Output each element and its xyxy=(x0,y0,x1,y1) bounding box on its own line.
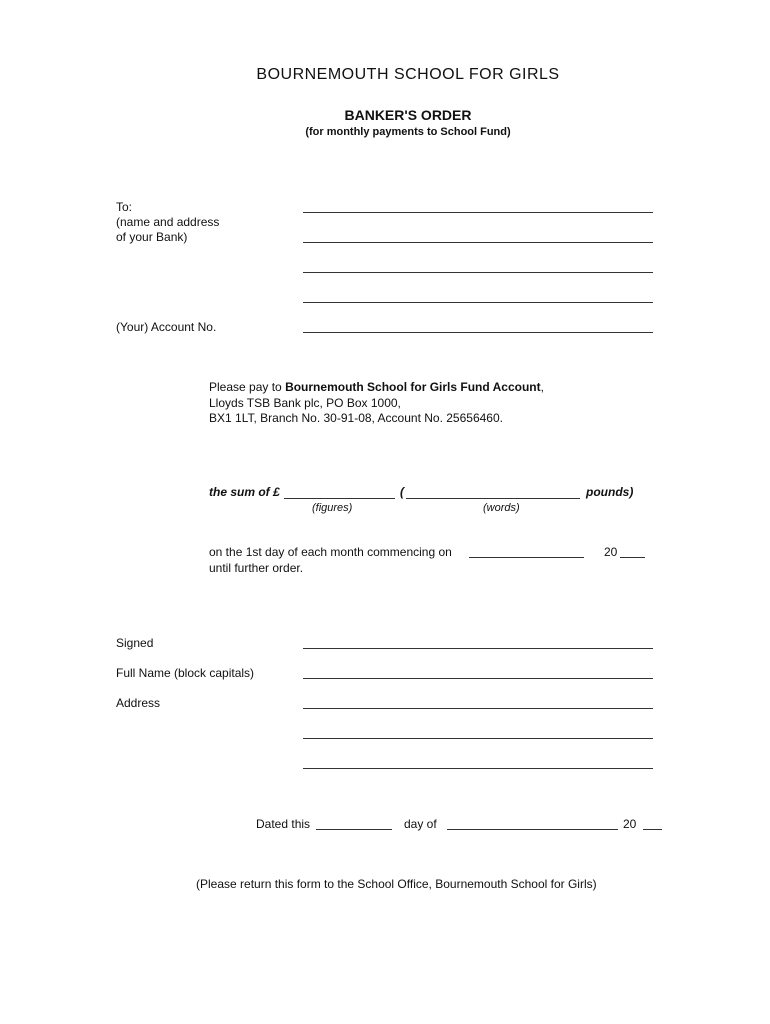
bank-name-field-line1[interactable] xyxy=(303,212,653,213)
to-hint-line2: of your Bank) xyxy=(116,230,188,244)
schedule-year-prefix: 20 xyxy=(604,545,618,559)
account-number-field[interactable] xyxy=(303,332,653,333)
address-field-line1[interactable] xyxy=(303,708,653,709)
form-title: BANKER'S ORDER xyxy=(344,107,472,123)
bank-address-field-line2[interactable] xyxy=(303,242,653,243)
dated-year-field[interactable] xyxy=(643,829,662,830)
address-label: Address xyxy=(116,696,161,710)
full-name-label: Full Name (block capitals) xyxy=(116,666,255,680)
dated-month-field[interactable] xyxy=(447,829,618,830)
to-label: To: xyxy=(116,200,133,214)
sum-open-paren: ( xyxy=(400,485,404,499)
payee-bank-line: Lloyds TSB Bank plc, PO Box 1000, xyxy=(209,396,401,410)
bank-address-field-line4[interactable] xyxy=(303,302,653,303)
address-field-line3[interactable] xyxy=(303,768,653,769)
commencing-year-field[interactable] xyxy=(620,557,645,558)
figures-hint: (figures) xyxy=(312,502,353,514)
words-hint: (words) xyxy=(483,502,520,514)
form-subtitle: (for monthly payments to School Fund) xyxy=(305,126,511,138)
payee-comma: , xyxy=(540,380,544,394)
sum-suffix: pounds) xyxy=(586,485,634,499)
address-field-line2[interactable] xyxy=(303,738,653,739)
payee-intro: Please pay to xyxy=(209,380,286,394)
dated-day-field[interactable] xyxy=(316,829,392,830)
payee-branch-line: BX1 1LT, Branch No. 30-91-08, Account No. 25656460. xyxy=(209,411,503,425)
sum-figures-field[interactable] xyxy=(284,498,395,499)
commencing-date-field[interactable] xyxy=(469,557,584,558)
dated-label: Dated this xyxy=(256,817,311,831)
until-further-order: until further order. xyxy=(209,561,304,575)
payee-account-name: Bournemouth School for Girls Fund Account xyxy=(285,380,541,394)
bank-address-field-line3[interactable] xyxy=(303,272,653,273)
return-note: (Please return this form to the School Office, Bournemouth School for Girls) xyxy=(196,877,597,891)
full-name-field[interactable] xyxy=(303,678,653,679)
school-name: BOURNEMOUTH SCHOOL FOR GIRLS xyxy=(256,66,560,83)
signed-label: Signed xyxy=(116,636,154,650)
schedule-text: on the 1st day of each month commencing on xyxy=(209,545,452,559)
account-number-label: (Your) Account No. xyxy=(116,320,217,334)
signature-field[interactable] xyxy=(303,648,653,649)
sum-words-field[interactable] xyxy=(406,498,580,499)
dated-year-prefix: 20 xyxy=(623,817,637,831)
payee-line1 xyxy=(209,380,544,395)
sum-prefix: the sum of £ xyxy=(209,485,280,499)
to-hint-line1: (name and address xyxy=(116,215,220,229)
day-of-label: day of xyxy=(404,817,437,831)
